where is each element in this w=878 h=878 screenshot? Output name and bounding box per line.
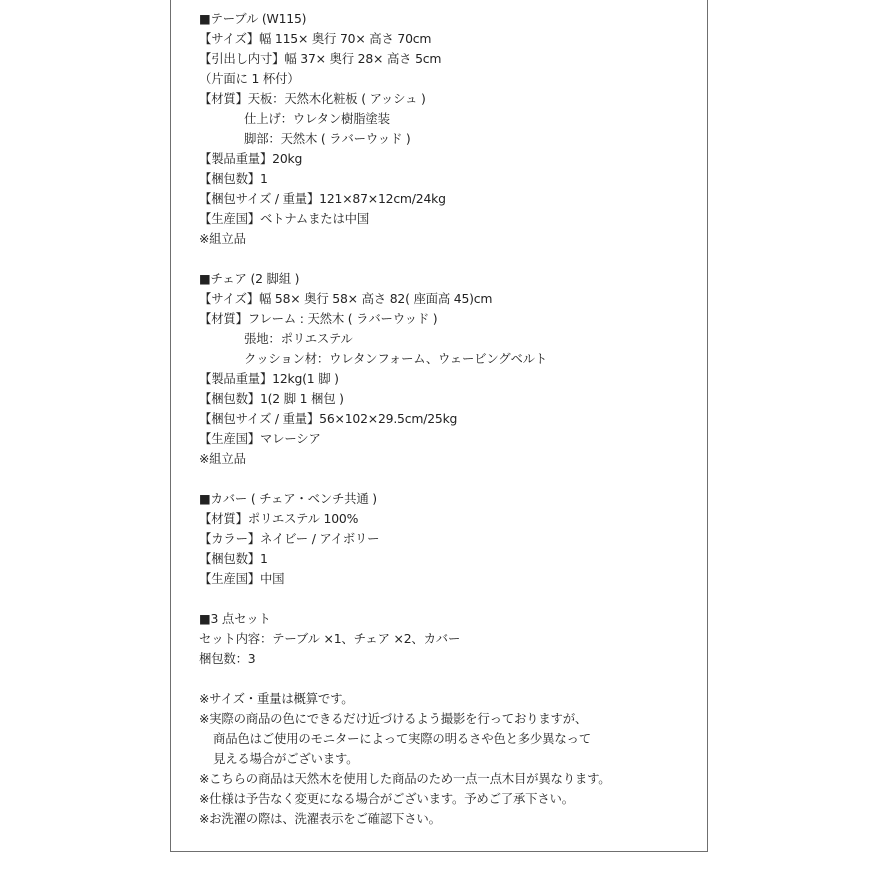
- section-heading: ■チェア (2 脚組 ): [199, 271, 300, 286]
- spec-line: ※仕様は予告なく変更になる場合がございます。予めご了承下さい。: [199, 791, 574, 806]
- section-spacer: [199, 469, 699, 489]
- spec-line: （片面に 1 杯付）: [199, 71, 300, 86]
- spec-line: 【製品重量】20kg: [199, 151, 303, 166]
- spec-line: 【梱包数】1: [199, 171, 268, 186]
- spec-line: 【梱包サイズ / 重量】121×87×12cm/24kg: [199, 191, 446, 206]
- spec-line: 梱包数：3: [199, 651, 256, 666]
- spec-line: 【材質】天板：天然木化粧板 ( アッシュ ): [199, 91, 426, 106]
- spec-line: 【カラー】ネイビー / アイボリー: [199, 531, 380, 546]
- spec-line: 【生産国】ベトナムまたは中国: [199, 211, 370, 226]
- spec-line: 仕上げ：ウレタン樹脂塗装: [244, 111, 390, 126]
- spec-line: ※サイズ・重量は概算です。: [199, 691, 354, 706]
- spec-line: 【引出し内寸】幅 37× 奥行 28× 高さ 5cm: [199, 51, 442, 66]
- spec-line: 【材質】ポリエステル 100%: [199, 511, 359, 526]
- spec-line: 【サイズ】幅 115× 奥行 70× 高さ 70cm: [199, 31, 432, 46]
- spec-line: 【製品重量】12kg(1 脚 ): [199, 371, 339, 386]
- spec-line: ※実際の商品の色にできるだけ近づけるよう撮影を行っておりますが、: [199, 711, 588, 726]
- section-heading: ■3 点セット: [199, 611, 271, 626]
- spec-line: 【梱包数】1: [199, 551, 268, 566]
- spec-line: クッション材：ウレタンフォーム、ウェービングベルト: [244, 351, 548, 366]
- section-spacer: [199, 669, 699, 689]
- spec-line: ※組立品: [199, 231, 246, 246]
- spec-line: 【材質】フレーム : 天然木 ( ラバーウッド ): [199, 311, 438, 326]
- table-section: [199, 9, 699, 249]
- spec-line: 見える場合がございます。: [213, 751, 359, 766]
- set-section: [199, 609, 699, 669]
- section-heading: ■テーブル (W115): [199, 11, 307, 26]
- spec-line: ※組立品: [199, 451, 246, 466]
- cover-section: [199, 489, 699, 589]
- spec-line: 【梱包数】1(2 脚 1 梱包 ): [199, 391, 344, 406]
- chair-section: [199, 269, 699, 469]
- spec-line: ※こちらの商品は天然木を使用した商品のため一点一点木目が異なります。: [199, 771, 611, 786]
- section-spacer: [199, 249, 699, 269]
- spec-line: 商品色はご使用のモニターによって実際の明るさや色と多少異なって: [213, 731, 591, 746]
- spec-line: 【生産国】マレーシア: [199, 431, 321, 446]
- spec-line: セット内容：テーブル ×1、チェア ×2、カバー: [199, 631, 461, 646]
- spec-line: 【生産国】中国: [199, 571, 285, 586]
- spec-line: 【梱包サイズ / 重量】56×102×29.5cm/25kg: [199, 411, 458, 426]
- spec-line: 張地：ポリエステル: [244, 331, 353, 346]
- spec-line: 脚部：天然木 ( ラバーウッド ): [244, 131, 411, 146]
- spec-sheet-content: [199, 9, 699, 829]
- section-spacer: [199, 589, 699, 609]
- spec-line: ※お洗濯の際は、洗濯表示をご確認下さい。: [199, 811, 441, 826]
- section-heading: ■カバー ( チェア・ベンチ共通 ): [199, 491, 377, 506]
- spec-line: 【サイズ】幅 58× 奥行 58× 高さ 82( 座面高 45)cm: [199, 291, 493, 306]
- notes-section: [199, 689, 699, 829]
